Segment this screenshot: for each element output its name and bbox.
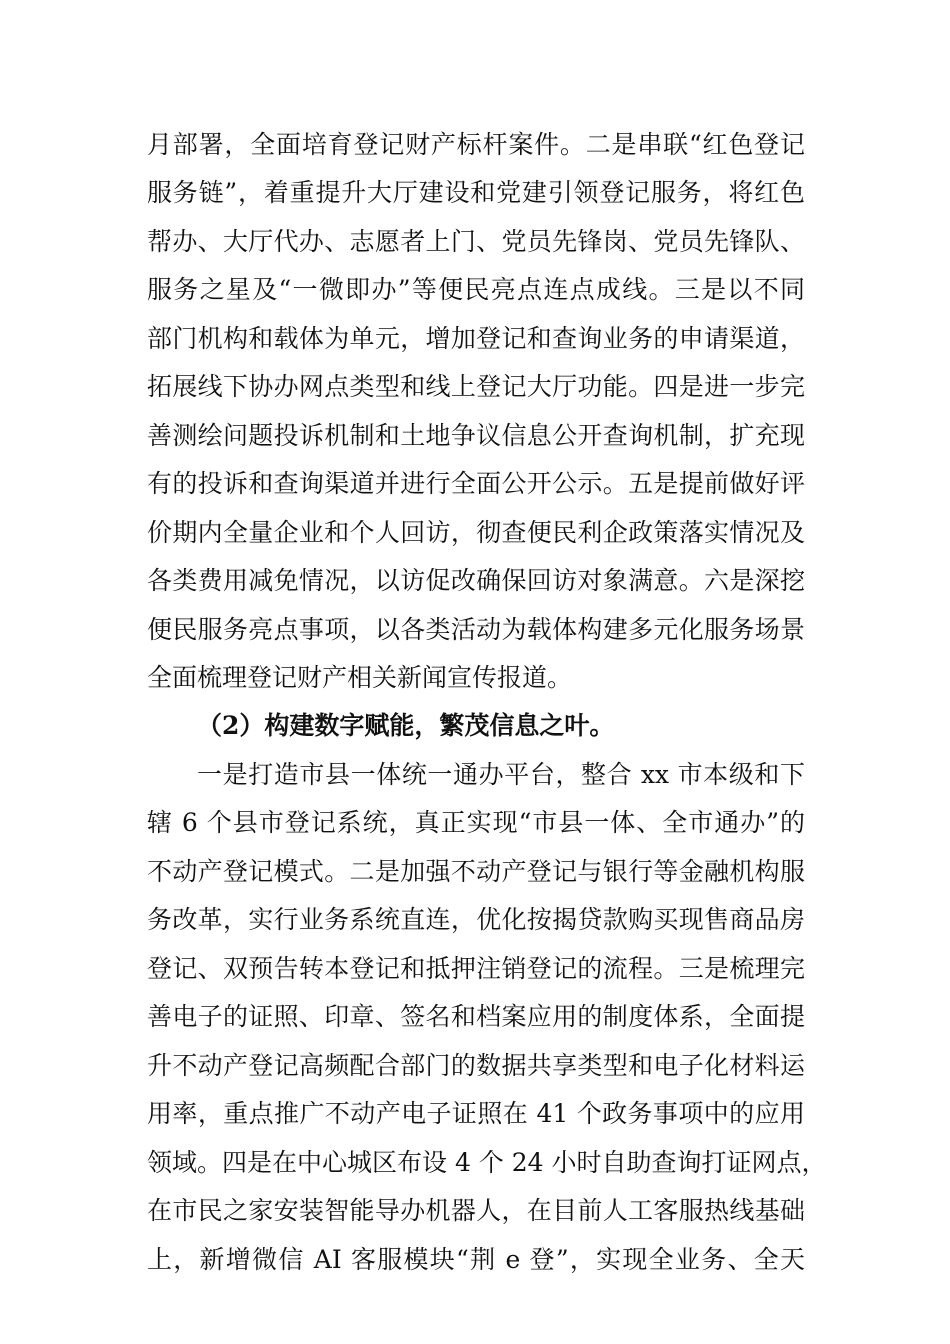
paragraph-line: 价期内全量企业和个人回访，彻查便民利企政策落实情况及 [147,518,805,547]
paragraph-line: 升不动产登记高频配合部门的数据共享类型和电子化材料运 [147,1051,805,1080]
paragraph-line: 一是打造市县一体统一通办平台，整合 xx 市本级和下 [197,760,805,789]
paragraph-line: 部门机构和载体为单元，增加登记和查询业务的申请渠道， [147,324,805,353]
paragraph-line: 善测绘问题投诉机制和土地争议信息公开查询机制，扩充现 [147,421,805,450]
paragraph-line: 领域。四是在中心城区布设 4 个 24 小时自助查询打证网点， [147,1148,827,1177]
paragraph-line: 善电子的证照、印章、签名和档案应用的制度体系，全面提 [147,1002,805,1031]
paragraph-line: 服务之星及“一微即办”等便民亮点连点成线。三是以不同 [147,275,805,304]
paragraph-line: 各类费用减免情况，以访促改确保回访对象满意。六是深挖 [147,566,805,595]
paragraph-line: 帮办、大厅代办、志愿者上门、党员先锋岗、党员先锋队、 [147,227,805,256]
paragraph-line: 不动产登记模式。二是加强不动产登记与银行等金融机构服 [147,857,805,886]
paragraph-line: 全面梳理登记财产相关新闻宣传报道。 [147,663,573,692]
paragraph-line: 月部署，全面培育登记财产标杆案件。二是串联“红色登记 [147,130,805,159]
paragraph-line: 登记、双预告转本登记和抵押注销登记的流程。三是梳理完 [147,954,805,983]
paragraph-line: 服务链”，着重提升大厅建设和党建引领登记服务，将红色 [147,178,805,207]
paragraph-line: 便民服务亮点事项，以各类活动为载体构建多元化服务场景 [147,615,805,644]
paragraph-line: 有的投诉和查询渠道并进行全面公开公示。五是提前做好评 [147,469,805,498]
paragraph-line: 在市民之家安装智能导办机器人，在目前人工客服热线基础 [147,1196,805,1225]
paragraph-line: 上，新增微信 AI 客服模块“荆 e 登”，实现全业务、全天 [147,1245,805,1274]
section-heading: （2）构建数字赋能，繁茂信息之叶。 [197,711,615,740]
paragraph-line: 用率，重点推广不动产电子证照在 41 个政务事项中的应用 [147,1099,805,1128]
paragraph-line: 务改革，实行业务系统直连，优化按揭贷款购买现售商品房 [147,905,805,934]
paragraph-line: 拓展线下协办网点类型和线上登记大厅功能。四是进一步完 [147,372,805,401]
paragraph-line: 辖 6 个县市登记系统，真正实现“市县一体、全市通办”的 [147,808,805,837]
